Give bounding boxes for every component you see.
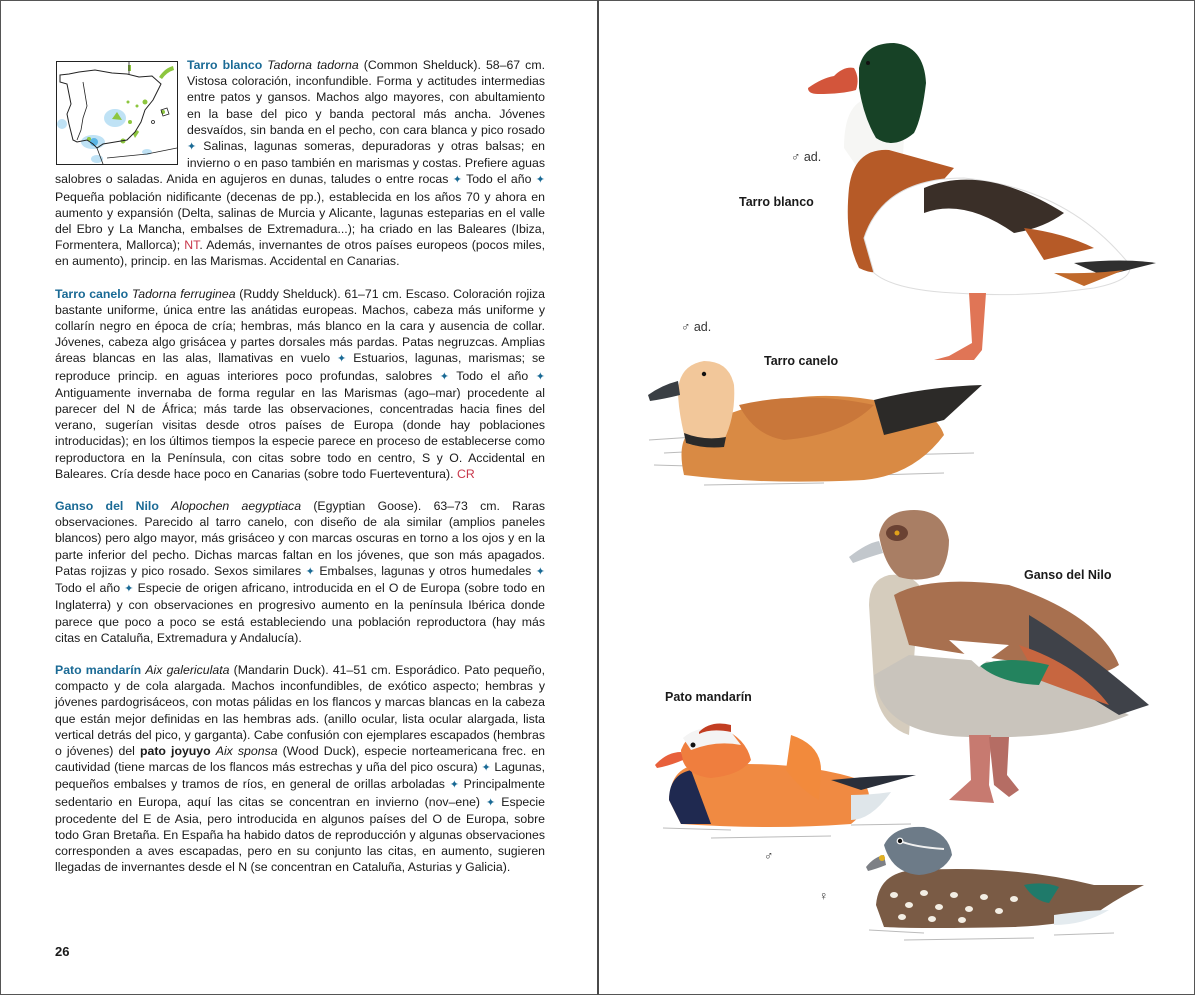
- related-species-name: pato joyuyo: [139, 743, 211, 758]
- iberia-map-icon: [57, 62, 177, 164]
- season: Principalmente sedentario en Europa, aquí las citas se concentran en invierno (nov–ene): [55, 777, 545, 809]
- diamond-icon: ✦: [535, 174, 545, 187]
- plate-label-tarro-canelo: Tarro canelo: [764, 354, 839, 368]
- habitat: Salinas, lagunas someras, depuradoras y otras balsas; en invierno o en paso también en marismas y costas. Prefiere aguas salobres o saladas. Anida en agujeros en dunas, taludes o entre rocas: [55, 139, 545, 187]
- plate-label-pato-mandarin: Pato mandarín: [665, 690, 752, 704]
- status: Pequeña población nidificante (decenas de pp.), establecida en los años 70 y ahora en aumento y expansión (Delta, salinas de Murcia y Alicante, lagunas esteparias en el valle del Ebro y La Mancha, embalses de Extremadura...); ha criado en las Baleares (Ibiza, Formentera, Mallorca);: [55, 189, 545, 253]
- tarro-blanco-illustration-icon: [804, 38, 1164, 368]
- species-name: Ganso del Nilo: [55, 499, 159, 514]
- entry-ganso-del-nilo: [55, 498, 545, 646]
- left-page: [0, 0, 597, 995]
- status: Especie de origen africano, introducida en el O de Europa (sobre todo en Inglaterra) y con observaciones en progresivo aumento en la península Ibérica donde parece que poco a poco se está estableciendo una población reproductora (hay más citas en Cataluña, Extremadura y Andalucía).: [55, 581, 545, 645]
- scientific-name: Aix galericulata: [145, 662, 230, 677]
- male-adult-mark: ♂ ad.: [791, 150, 822, 164]
- entry-tarro-canelo: [55, 286, 545, 482]
- male-mark: ♂: [764, 849, 774, 863]
- habitat: Lagunas, pequeños embalses y tramos de ríos, en general de orillas arboladas: [55, 760, 545, 792]
- related-description: (Wood Duck), especie norteamericana frec. en cautividad (tiene marcas de los flancos más estrechas y uña del pico oscura): [55, 743, 546, 775]
- diamond-icon: ✦: [187, 141, 197, 154]
- habitat: Estuarios, lagunas, marismas; se reproduce princip. en aguas interiores poco profundas, salobres: [55, 351, 545, 383]
- page-number: 26: [55, 944, 70, 959]
- female-mark: ♀: [819, 889, 829, 903]
- description: (Common Shelduck). 58–67 cm. Vistosa coloración, inconfundible. Forma y actitudes intermedias entre patos y gansos. Machos algo mayores, con abultamiento en la base del pico y banda pectoral más ancha. Jóvenes desvaídos, sin banda en el pecho, con cara blanca y pico rosado: [187, 58, 545, 137]
- diamond-icon: ✦: [481, 762, 491, 775]
- diamond-icon: ✦: [337, 353, 347, 366]
- status: Antiguamente invernaba de forma regular en las Marismas (ago–mar) procedente al parecer del N de África; más tarde las observaciones, concentradas hacia fines del verano, sugerían visitas desde otros países de Europa (donde hay poblaciones introducidas); en los últimos tiempos la especie parece en proceso de establecerse como reproductora en la Península, con citas sobre todo en centro, S y O. Accidental en Baleares. Cría desde hace poco en Canarias (sobre todo Fuerteventura).: [55, 385, 545, 481]
- diamond-icon: ✦: [305, 565, 315, 578]
- species-name: Tarro canelo: [55, 286, 129, 301]
- threat-category: NT: [184, 238, 200, 253]
- diamond-icon: ✦: [535, 565, 545, 578]
- season: Todo el año: [55, 581, 125, 596]
- distribution-map: [56, 61, 178, 165]
- entry-tarro-blanco: [55, 57, 545, 270]
- plate-label-ganso-del-nilo: Ganso del Nilo: [1024, 568, 1112, 582]
- description: (Egyptian Goose). 63–73 cm. Raras observaciones. Parecido al tarro canelo, con diseño de ala similar (amplios paneles blancos) pero algo mayor, más grisáceo y con marcas oscuras en torno a los ojos y en la parte inferior del pecho. Dichas marcas faltan en los jóvenes, que son más apagados. Patas rojizas y pico rosado. Sexos similares: [55, 499, 545, 578]
- habitat: Embalses, lagunas y otros humedales: [314, 563, 536, 578]
- species-name: Pato mandarín: [55, 662, 142, 677]
- season: Todo el año: [448, 368, 536, 383]
- entry-pato-mandarin: [55, 662, 545, 876]
- scientific-name: Tadorna tadorna: [267, 58, 359, 72]
- diamond-icon: ✦: [486, 796, 496, 809]
- diamond-icon: ✦: [535, 370, 546, 383]
- pato-mandarin-female-illustration-icon: [864, 825, 1149, 945]
- diamond-icon: ✦: [439, 370, 449, 383]
- diamond-icon: ✦: [449, 779, 459, 792]
- species-name: Tarro blanco: [187, 58, 263, 72]
- right-page-plate: [599, 0, 1195, 995]
- season: Todo el año: [461, 172, 536, 187]
- scientific-name: Alopochen aegyptiaca: [171, 499, 302, 514]
- description: (Mandarin Duck). 41–51 cm. Esporádico. Pato pequeño, compacto y de cola alargada. Machos inconfundibles, de exótico aspecto; hembras y jóvenes pardogrisáceos, con motas pálidas en los flancos y marcas blancas en la cabeza que están mejor definidas en las hembras ads. (anillo ocular, lista ocular alargada, lista vertical detrás del pico, y garganta). Cabe confusión con ejemplares escapados (hembras o jóvenes) del: [55, 662, 545, 758]
- threat-category: CR: [456, 466, 475, 481]
- diamond-icon: ✦: [124, 583, 134, 596]
- status-tail: . Además, invernantes de otros países europeos (pocos miles, en aumento), princip. en las Marismas. Accidental en Canarias.: [55, 238, 545, 269]
- related-scientific-name: Aix sponsa: [215, 743, 278, 758]
- status: Especie procedente del E de Asia, pero introducida en algunos países del O de Europa, sobre todo Gran Bretaña. En España ha habido datos de reproducción y algunas observaciones corresponden a aves escapadas, pero en su conjunto las citas, en aumento, sugieren llegadas de invernantes desde el N (se concentran en Cataluña, Asturias y Galicia).: [55, 794, 545, 875]
- scientific-name: Tadorna ferruginea: [131, 286, 236, 301]
- male-adult-mark: ♂ ad.: [681, 320, 712, 334]
- description: (Ruddy Shelduck). 61–71 cm. Escaso. Coloración rojiza bastante uniforme, única entre las anátidas europeas. Machos, cabeza más uniforme y collarín negro en época de cría; hembras, más blanco en la cara y ausencia de collar. Jóvenes, cabeza algo grisácea y partes dorsales más pardas. Patas negruzcas. Amplias áreas blancas en las alas, llamativas en vuelo: [55, 286, 545, 366]
- plate-label-tarro-blanco: Tarro blanco: [739, 195, 814, 209]
- species-text-column: [55, 57, 545, 892]
- diamond-icon: ✦: [452, 174, 462, 187]
